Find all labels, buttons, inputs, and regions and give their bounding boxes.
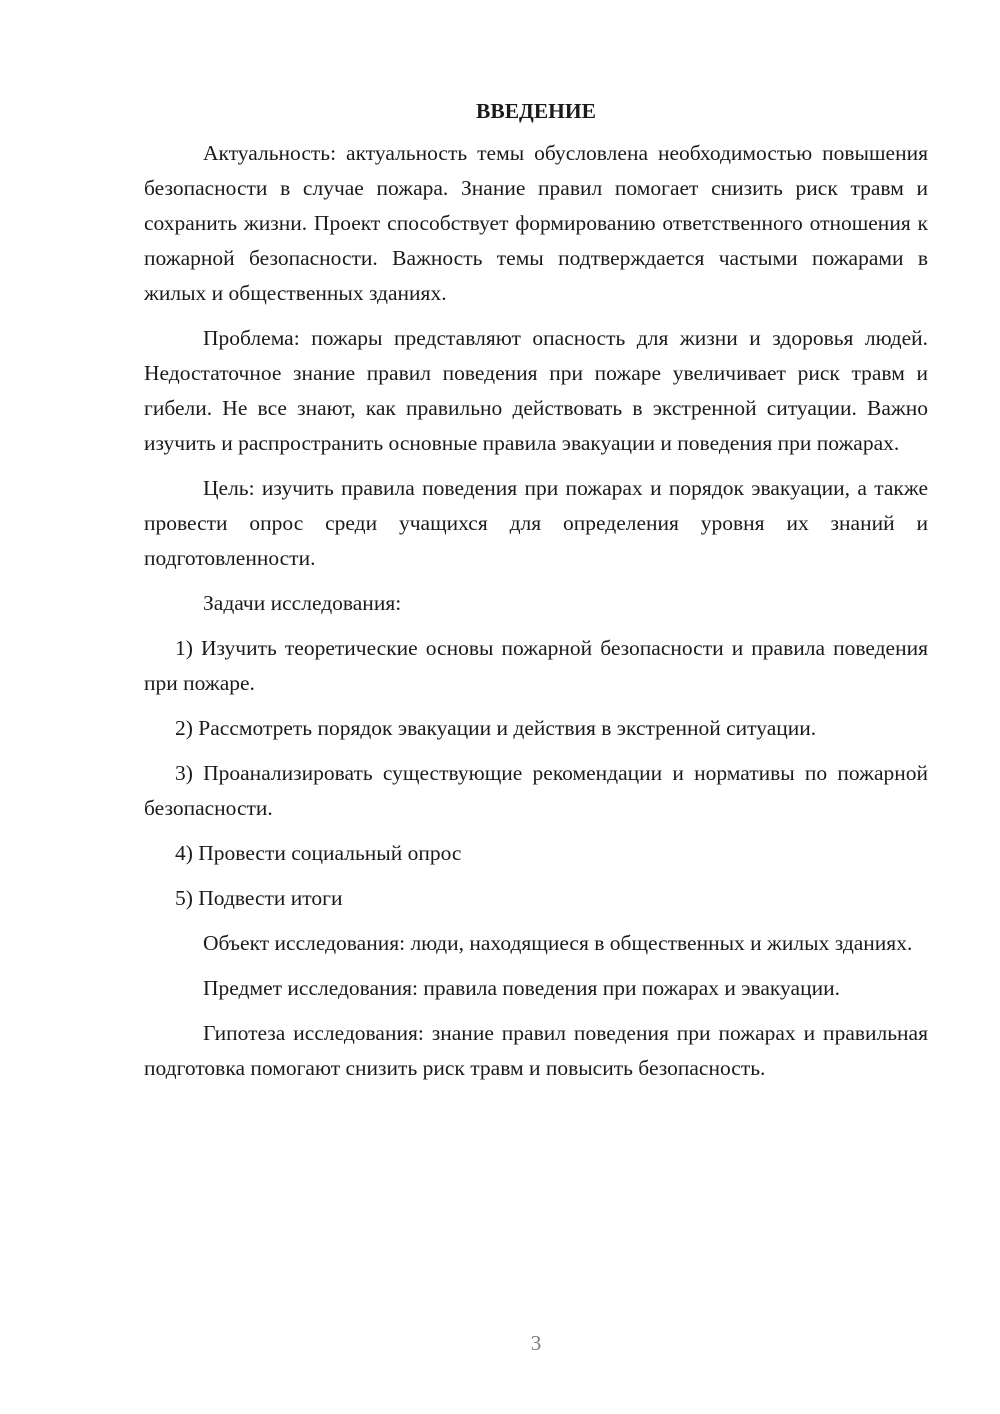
tasks-heading: Задачи исследования:: [203, 591, 402, 615]
relevance-paragraph: Актуальность: актуальность темы обусловлена необходимостью повышения безопасности в случае пожара. Знание правил помогает снизить риск травм и сохранить жизни. Проект способствует формированию ответственного отношения к пожарной безопасности. Важность темы подтверждается частыми пожарами в жилых и общественных зданиях.: [144, 141, 928, 305]
task-item: 3) Проанализировать существующие рекомендации и нормативы по пожарной безопасности.: [144, 761, 928, 820]
task-item: 5) Подвести итоги: [175, 886, 343, 910]
document-page: [144, 96, 928, 1096]
task-item: 1) Изучить теоретические основы пожарной безопасности и правила поведения при пожаре.: [144, 636, 928, 695]
subject-paragraph: Предмет исследования: правила поведения при пожарах и эвакуации.: [203, 976, 840, 1000]
hypothesis-paragraph: Гипотеза исследования: знание правил поведения при пожарах и правильная подготовка помогают снизить риск травм и повысить безопасность.: [144, 1021, 928, 1080]
object-paragraph: Объект исследования: люди, находящиеся в общественных и жилых зданиях.: [203, 931, 913, 955]
goal-paragraph: Цель: изучить правила поведения при пожарах и порядок эвакуации, а также провести опрос среди учащихся для определения уровня их знаний и подготовленности.: [144, 476, 928, 570]
task-item: 4) Провести социальный опрос: [175, 841, 462, 865]
page-number: 3: [530, 1331, 542, 1355]
task-item: 2) Рассмотреть порядок эвакуации и действия в экстренной ситуации.: [175, 716, 817, 740]
section-title: ВВЕДЕНИЕ: [476, 99, 596, 123]
problem-paragraph: Проблема: пожары представляют опасность для жизни и здоровья людей. Недостаточное знание правил поведения при пожаре увеличивает риск травм и гибели. Не все знают, как правильно действовать в экстренной ситуации. Важно изучить и распространить основные правила эвакуации и поведения при пожарах.: [144, 326, 928, 455]
